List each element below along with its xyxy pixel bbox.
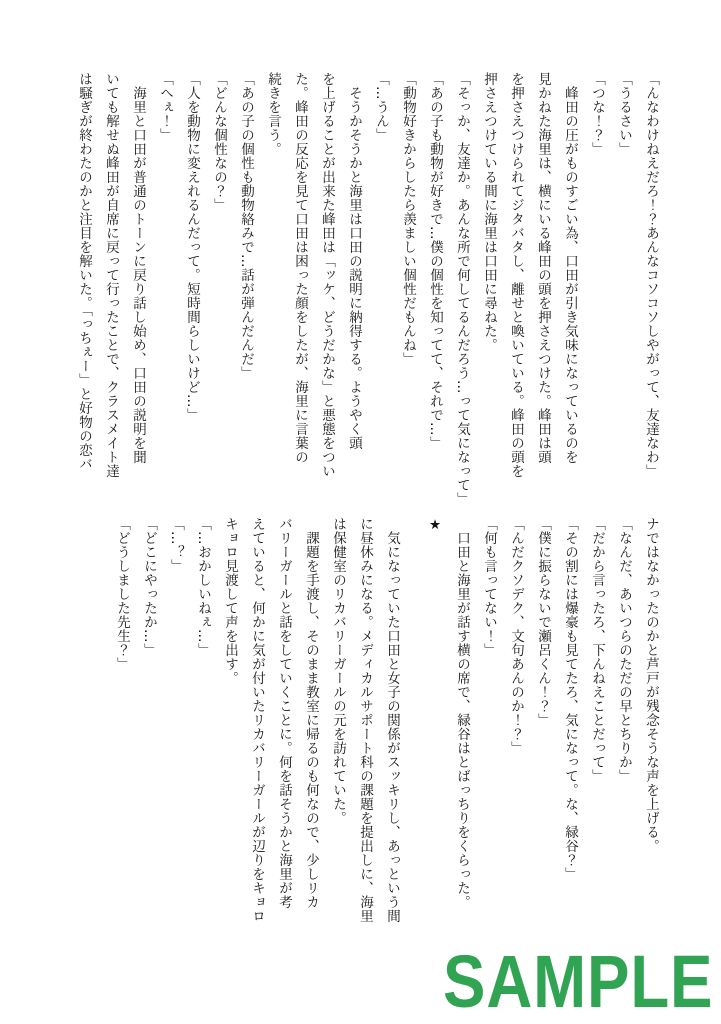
text-line: 「あの子も動物が好きで…僕の個性を知ってて、それで…」: [427, 72, 443, 450]
text-line: キョロ見渡して声を出す。: [222, 517, 238, 685]
bottom-text-block: [108, 517, 664, 941]
text-line: 押さえつけている間に海里は口田に尋ねた。: [481, 72, 497, 352]
text-line: 「その割には爆豪も見てたろ、気になって。な、緑谷？」: [562, 517, 578, 881]
text-line: 口田と海里が話す横の席で、緑谷はとばっちりをくらった。: [454, 517, 470, 909]
text-line: 「…おかしいねぇ…」: [195, 517, 211, 657]
text-line: 「つな！？」: [589, 72, 605, 156]
text-line: 「動物好きからしたら羨ましい個性だもんね」: [400, 72, 416, 366]
text-line: 「…？」: [168, 517, 184, 573]
text-line: 「…うん」: [373, 72, 389, 142]
text-line: 「んだクソデク、文句あんのか！？」: [508, 517, 524, 755]
text-line: 「そっか、友達か。あんな所で何してるんだろう…って気になって」: [454, 72, 470, 506]
text-line: は騒ぎが終わたのかと注目を解いた。「っちぇー」と好物の恋バ: [76, 72, 92, 472]
text-line: 「うるさい」: [616, 72, 632, 156]
text-line: 「どこにやったか…」: [141, 517, 157, 657]
text-line: を押さえつけられてジタバタし、離せと喚いている。峰田の頭を: [508, 72, 524, 478]
text-line: 「あの子の個性も動物絡みで…話が弾んだんだ」: [238, 72, 254, 380]
text-line: 「人を動物に変えれるんだって。短時間らしいけど…」: [184, 72, 200, 422]
text-line: 「なんだ、あいつらのただの早とちりか」: [616, 517, 632, 783]
text-line: 「んなわけねえだろ！？あんなコソコソしやがって、友達なわ」: [643, 72, 659, 478]
text-line: バリーガールと話をしていくことに。何を話そうかと海里が考: [276, 517, 292, 909]
sample-watermark: SAMPLE: [442, 939, 713, 1023]
text-line: 続きを言う。: [265, 72, 281, 156]
text-line: いても解せぬ峰田が自席に戻って行ったことで、クラスメイト達: [103, 72, 119, 478]
text-line: 海里と口田が普通のトーンに戻り話し始め、口田の説明を聞: [130, 72, 146, 464]
text-line: 見かねた海里は、横にいる峰田の頭を押さえつけた。峰田は頭: [535, 72, 551, 464]
text-line: た。峰田の反応を見て口田は困った顔をしたが、海里に言葉の: [292, 72, 308, 464]
text-line: を上げることが出来た峰田は「ッケ、どうだかな」と悪態をつい: [319, 72, 335, 478]
text-line: 課題を手渡し、そのまま教室に帰るのも何なので、少しリカ: [303, 517, 319, 909]
text-line: 「どんな個性なの？」: [211, 72, 227, 212]
text-line: に昼休みになる。メディカルサポート科の課題を提出しに、海里: [357, 517, 373, 923]
text-line: 気になっていた口田と女子の関係がスッキリし、あっという間: [384, 517, 400, 923]
text-line: そうかそうかと海里は口田の説明に納得する。ようやく頭: [346, 72, 362, 450]
text-line: 「何も言ってない！」: [481, 517, 497, 657]
text-line: ナではなかったのかと芦戸が残念そうな声を上げる。: [643, 517, 659, 853]
text-line: 「へぇ！」: [157, 72, 173, 142]
text-line: 「どうしました先生？」: [114, 517, 130, 671]
scene-break-star-icon: ★: [427, 517, 443, 534]
text-line: 「だから言ったろ、下んねえことだって」: [589, 517, 605, 783]
text-line: 峰田の圧がものすごい為、口田が引き気味になっているのを: [562, 72, 578, 464]
top-text-block: [70, 72, 664, 506]
text-line: えていると、何かに気が付いたリカバリーガールが辺りをキョロ: [249, 517, 265, 923]
text-line: は保健室のリカバリーガールの元を訪れていた。: [330, 517, 346, 825]
text-line: 「僕に振らないで瀬呂くん！？」: [535, 517, 551, 727]
